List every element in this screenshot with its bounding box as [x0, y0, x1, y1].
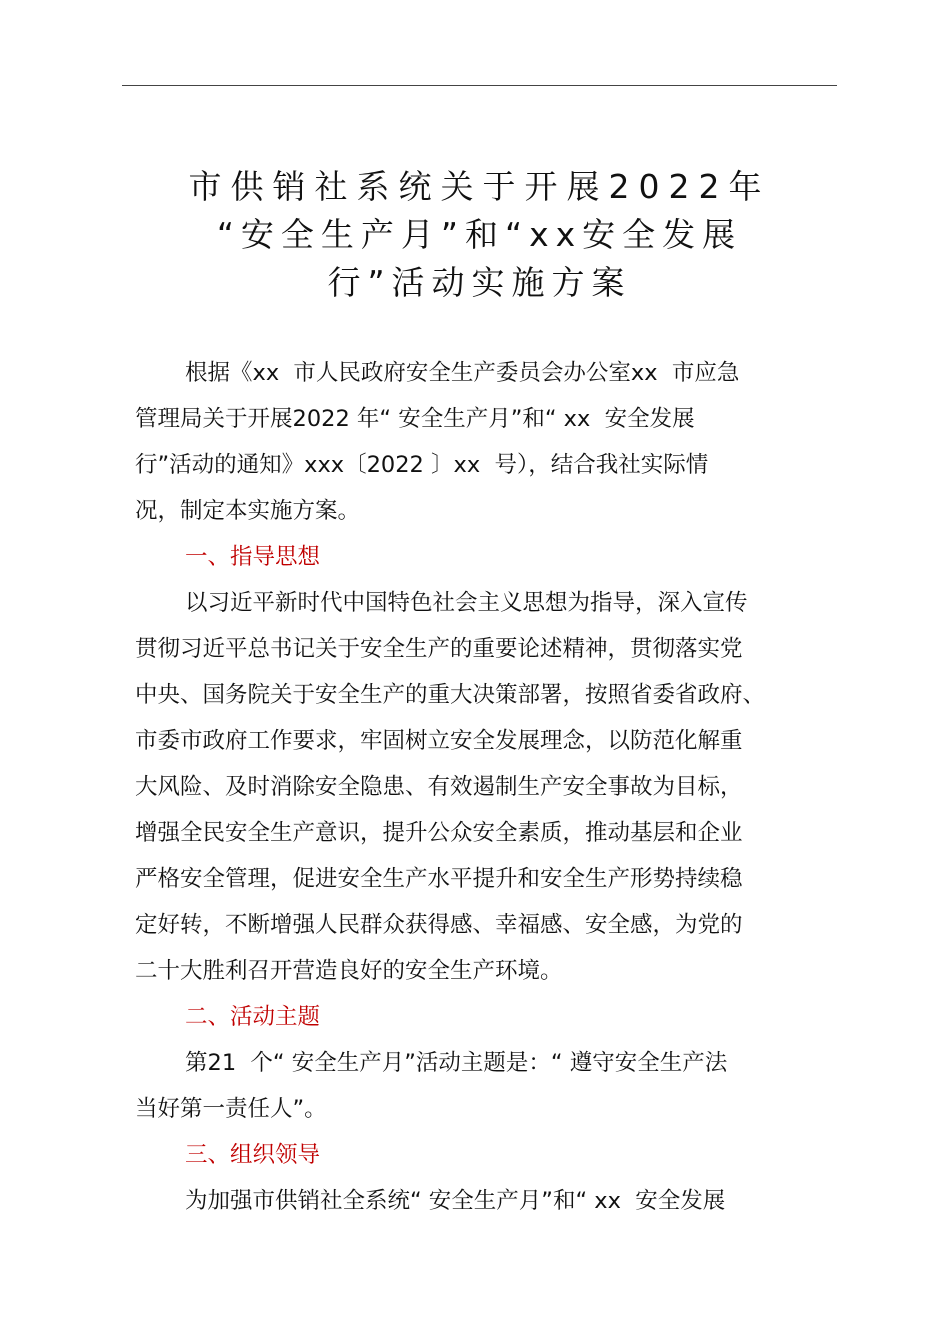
body-line: 以习近平新时代中国特色社会主义思想为指导，深入宣传	[185, 590, 748, 616]
section-heading: 二、活动主题	[185, 1004, 321, 1030]
body-line: 当好第一责任人”。	[135, 1096, 327, 1122]
body-line: 况，制定本实施方案。	[135, 498, 361, 524]
section-heading: 三、组织领导	[185, 1142, 321, 1168]
body-line: 行”活动的通知》xxx〔2022 〕xx 号），结合我社实际情	[135, 452, 709, 478]
title-line-2: “安全生产月”和“xx安全发展	[216, 215, 743, 254]
document-body	[135, 350, 827, 1224]
body-line: 为加强市供销社全系统“ 安全生产月”和“ xx 安全发展	[185, 1188, 726, 1214]
body-line: 管理局关于开展2022 年“ 安全生产月”和“ xx 安全发展	[135, 406, 695, 432]
body-line: 严格安全管理，促进安全生产水平提升和安全生产形势持续稳	[135, 866, 743, 892]
body-line: 大风险、及时消除安全隐患、有效遏制生产安全事故为目标，	[135, 774, 743, 800]
title-line-3: 行”活动实施方案	[327, 263, 632, 302]
body-line: 贯彻习近平总书记关于安全生产的重要论述精神，贯彻落实党	[135, 636, 743, 662]
body-line: 市委市政府工作要求，牢固树立安全发展理念，以防范化解重	[135, 728, 743, 754]
body-line: 定好转，不断增强人民群众获得感、幸福感、安全感，为党的	[135, 912, 743, 938]
document-title	[122, 163, 837, 307]
body-line: 第21 个“ 安全生产月”活动主题是：“ 遵守安全生产法	[185, 1050, 728, 1076]
body-line: 二十大胜利召开营造良好的安全生产环境。	[135, 958, 563, 984]
title-line-1: 市供销社系统关于开展2022年	[188, 167, 771, 206]
body-line: 增强全民安全生产意识，提升公众安全素质，推动基层和企业	[135, 820, 743, 846]
header-rule	[122, 85, 837, 86]
body-line: 中央、国务院关于安全生产的重大决策部署，按照省委省政府、	[135, 682, 766, 708]
section-heading: 一、指导思想	[185, 544, 321, 570]
body-line: 根据《xx 市人民政府安全生产委员会办公室xx 市应急	[185, 360, 740, 386]
